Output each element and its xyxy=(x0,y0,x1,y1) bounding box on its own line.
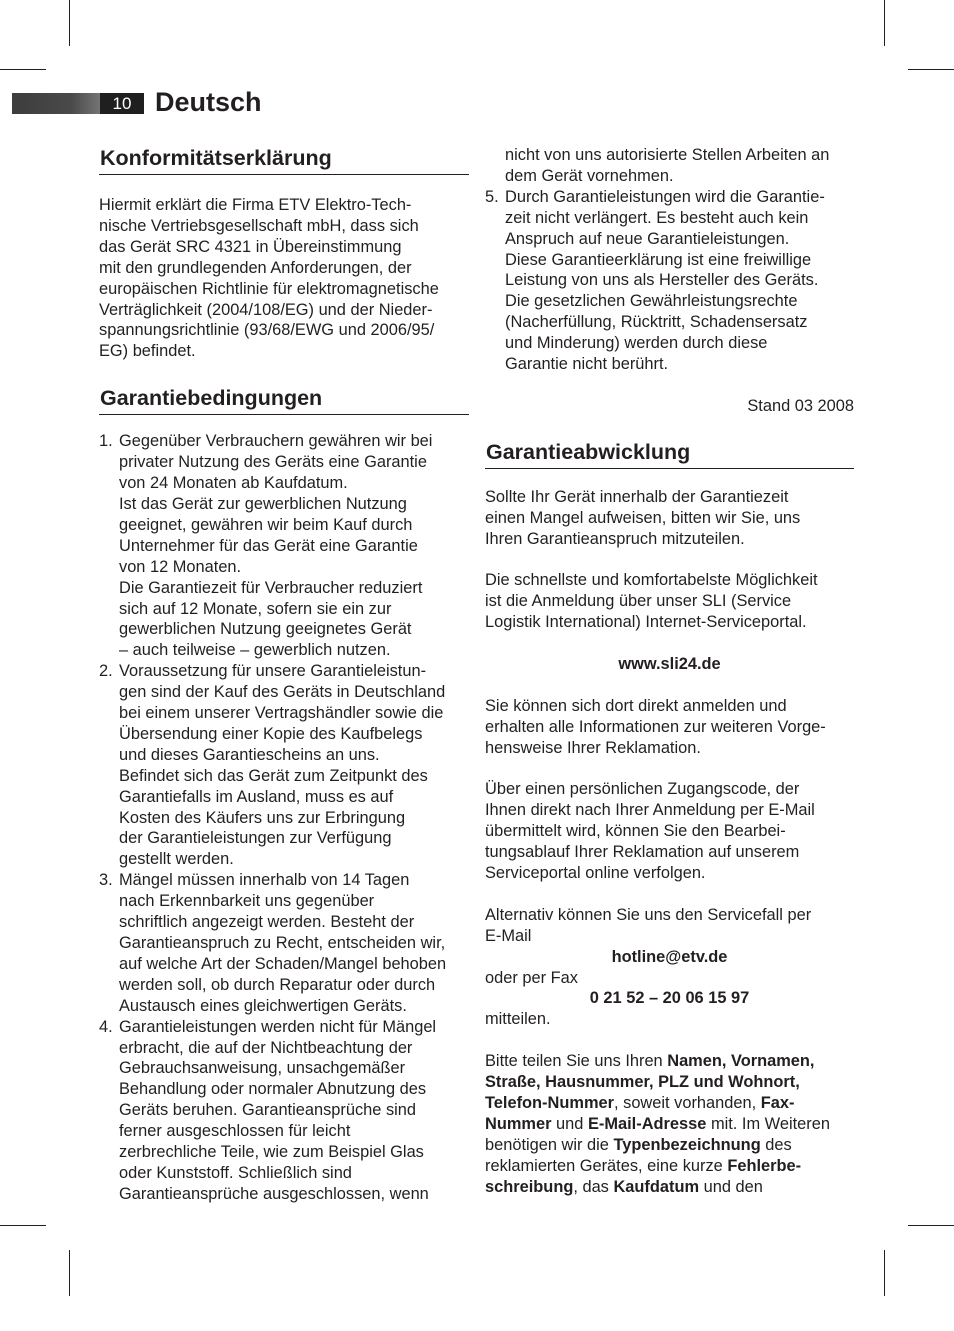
warranty-terms-list xyxy=(99,431,469,1205)
language-title: Deutsch xyxy=(155,87,262,117)
left-column xyxy=(99,145,469,1205)
crop-mark xyxy=(69,0,70,46)
processing-paragraph: Sie können sich dort direkt anmelden und erhalten alle Informationen zur weiteren Vorge- hensweise Ihrer Reklamation. xyxy=(485,696,826,757)
conformity-text: Hiermit erklärt die Firma ETV Elektro-Tech- nische Vertriebsgesellschaft mbH, dass sich das Gerät SRC 4321 in Übereinstimmung mit den grundlegenden Anforderungen, der europäischen Richtlinie für elektromagnetische Verträglichkeit (2004/108/EG) und der Nieder- spannungsrichtlinie (93/68/EWG und 2006/95/ EG) befindet. xyxy=(99,196,439,361)
list-item: 3. Mängel müssen innerhalb von 14 Tagen nach Erkennbarkeit uns gegenüber schriftlich angezeigt werden. Besteht der Garantieanspruch zu Recht, entscheiden wir, auf welche Art der Schaden/Mangel behoben werden soll, ob durch Reparatur oder durch Austausch eines gleichwertigen Geräts. xyxy=(99,871,447,1015)
service-portal-link[interactable]: www.sli24.de xyxy=(618,654,721,673)
crop-mark xyxy=(908,1225,954,1226)
warranty-terms-list-continued xyxy=(485,187,854,375)
hotline-email-link[interactable]: hotline@etv.de xyxy=(611,947,728,966)
list-item: 4. Garantieleistungen werden nicht für Mängel erbracht, die auf der Nichtbeachtung der Gebrauchsanweisung, unsachgemäßer Behandlung oder normaler Abnutzung des Geräts beruhen. Garantieansprüche sind ferner ausgeschlossen für leicht zerbrechliche Teile, wie zum Beispiel Glas oder Kunststoff. Schließlich sind Garantieansprüche ausgeschlossen, wenn xyxy=(99,1017,437,1203)
conformity-heading: Konformitätserklärung xyxy=(99,145,469,175)
notify-text: mitteilen. xyxy=(485,1010,551,1029)
list-item: 1. Gegenüber Verbrauchern gewähren wir bei privater Nutzung des Geräts eine Garantie von 24 Monaten ab Kaufdatum. Ist das Gerät zur gewerblichen Nutzung geeignet, gewähren wir beim Kauf durch Unternehmer für das Gerät eine Garantie von 12 Monaten. Die Garantiezeit für Verbraucher reduziert sich auf 12 Monate, sofern sie ein zur gewerblichen Nutzung geeignetes Gerät – auch teilweise – gewerblich nutzen. xyxy=(99,432,433,660)
warranty-terms-heading: Garantiebedingungen xyxy=(99,385,469,415)
crop-mark xyxy=(908,69,954,70)
crop-mark xyxy=(884,0,885,46)
processing-paragraph: Die schnellste und komfortabelste Möglichkeit ist die Anmeldung über unser SLI (Service Logistik International) Internet-Serviceportal. xyxy=(485,571,818,632)
crop-mark xyxy=(0,69,46,70)
processing-paragraph: Sollte Ihr Gerät innerhalb der Garantiezeit einen Mangel aufweisen, bitten wir Sie, uns Ihren Garantieanspruch mitzuteilen. xyxy=(485,487,801,548)
list-item-continuation: nicht von uns autorisierte Stellen Arbeiten an dem Gerät vornehmen. xyxy=(505,146,830,185)
contact-alternatives: Alternativ können Sie uns den Servicefall per E-Mail xyxy=(485,905,812,945)
right-column xyxy=(485,145,854,1197)
fax-number: 0 21 52 – 20 06 15 97 xyxy=(589,989,750,1008)
stand-date: Stand 03 2008 xyxy=(747,396,854,415)
list-item: 2. Voraussetzung für unsere Garantieleistun- gen sind der Kauf des Geräts in Deutschland bei einem unserer Vertragshändler sowie die Übersendung einer Kopie des Kaufbelegs und dieses Garantiescheins an uns. Befindet sich das Gerät zum Zeitpunkt des Garantiefalls im Ausland, muss es auf Kosten des Käufers uns zur Erbringung der Garantieleistungen zur Verfügung gestellt werden. xyxy=(99,662,446,869)
fax-label: oder per Fax xyxy=(485,968,578,987)
crop-mark xyxy=(0,1225,46,1226)
processing-paragraph: Über einen persönlichen Zugangscode, der Ihnen direkt nach Ihrer Anmeldung per E-Mail übermittelt wird, können Sie den Bearbei- tungsablauf Ihrer Reklamation auf unserem Serviceportal online verfolgen. xyxy=(485,780,815,883)
crop-mark xyxy=(69,1250,70,1296)
list-item: 5. Durch Garantieleistungen wird die Garantie- zeit nicht verlängert. Es besteht auch kein Anspruch auf neue Garantieleistungen. Diese Garantieerklärung ist eine freiwillige Leistung von uns als Hersteller des Geräts. Die gesetzlichen Gewährleistungsrechte (Nacherfüllung, Rücktritt, Schadensersatz und Minderung) werden durch diese Garantie nicht berührt. xyxy=(485,187,825,374)
crop-mark xyxy=(884,1250,885,1296)
processing-heading: Garantieabwicklung xyxy=(485,439,854,469)
page-number: 10 xyxy=(100,93,144,114)
required-info-paragraph: Bitte teilen Sie uns Ihren Namen, Vornamen, Straße, Hausnummer, PLZ und Wohnort, Telefon-Nummer, soweit vorhanden, Fax- Nummer und E-Mail-Adresse mit. Im Weiteren benötigen wir die Typenbezeichnung des reklamierten Gerätes, eine kurze Fehlerbe- schreibung, das Kaufdatum und den xyxy=(485,1052,830,1196)
